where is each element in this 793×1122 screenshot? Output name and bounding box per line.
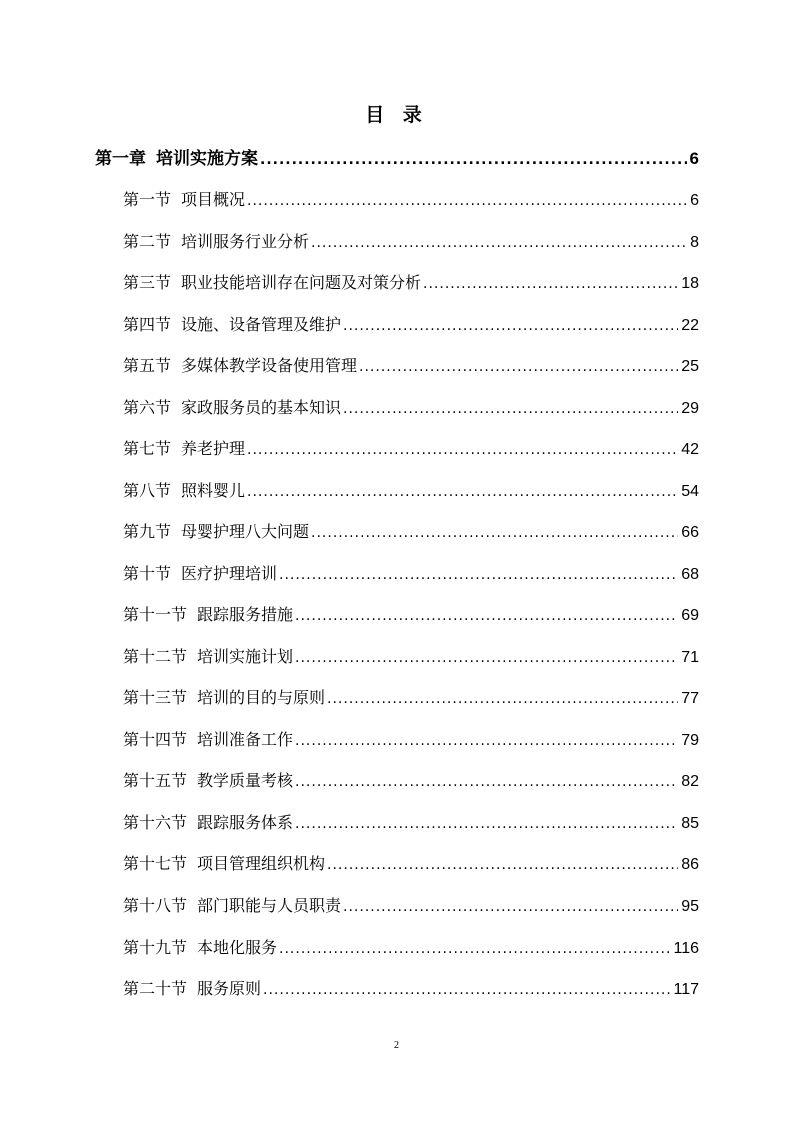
toc-section-title: 跟踪服务措施 bbox=[197, 605, 294, 624]
toc-section-entry[interactable] bbox=[123, 599, 699, 631]
toc-section-number: 第十八节 bbox=[123, 896, 188, 915]
toc-leader-dots bbox=[279, 933, 670, 965]
toc-section-title: 培训的目的与原则 bbox=[197, 688, 326, 707]
toc-section-entry[interactable] bbox=[123, 558, 699, 590]
toc-section-title: 培训服务行业分析 bbox=[181, 232, 310, 251]
toc-section-page: 25 bbox=[681, 358, 699, 375]
toc-leader-dots bbox=[423, 268, 678, 300]
toc-title: 目 录 bbox=[365, 104, 428, 126]
toc-section-page: 79 bbox=[681, 732, 699, 749]
toc-section-title: 照料婴儿 bbox=[181, 481, 246, 500]
toc-leader-dots bbox=[263, 974, 670, 1006]
toc-section-title: 设施、设备管理及维护 bbox=[181, 315, 342, 334]
toc-leader-dots bbox=[295, 725, 678, 757]
toc-leader-dots bbox=[247, 185, 687, 217]
toc-section-title: 职业技能培训存在问题及对策分析 bbox=[181, 273, 422, 292]
toc-section-entry[interactable] bbox=[123, 890, 699, 922]
toc-section-number: 第二节 bbox=[123, 232, 172, 251]
toc-section-page: 29 bbox=[681, 400, 699, 417]
toc-section-title: 跟踪服务体系 bbox=[197, 813, 294, 832]
toc-section-page: 66 bbox=[681, 524, 699, 541]
toc-section-number: 第十六节 bbox=[123, 813, 188, 832]
toc-chapter-entry[interactable] bbox=[95, 143, 699, 175]
toc-section-entry[interactable] bbox=[123, 848, 699, 880]
toc-section-number: 第三节 bbox=[123, 273, 172, 292]
toc-section-number: 第六节 bbox=[123, 398, 172, 417]
toc-section-number: 第十四节 bbox=[123, 730, 188, 749]
toc-section-number: 第五节 bbox=[123, 356, 172, 375]
toc-section-entry[interactable] bbox=[123, 807, 699, 839]
toc-section-entry[interactable] bbox=[123, 475, 699, 507]
toc-section-entry[interactable] bbox=[123, 724, 699, 756]
toc-section-title: 培训实施计划 bbox=[197, 647, 294, 666]
toc-section-page: 116 bbox=[673, 940, 699, 957]
toc-leader-dots bbox=[260, 144, 687, 176]
toc-section-title: 本地化服务 bbox=[197, 938, 278, 957]
toc-section-entry[interactable] bbox=[123, 309, 699, 341]
toc-section-title: 培训准备工作 bbox=[197, 730, 294, 749]
toc-section-title: 教学质量考核 bbox=[197, 771, 294, 790]
toc-section-number: 第四节 bbox=[123, 315, 172, 334]
toc-section-number: 第十二节 bbox=[123, 647, 188, 666]
toc-section-title: 家政服务员的基本知识 bbox=[181, 398, 342, 417]
toc-section-page: 68 bbox=[681, 566, 699, 583]
toc-leader-dots bbox=[343, 891, 678, 923]
toc-leader-dots bbox=[327, 849, 678, 881]
toc-section-entry[interactable] bbox=[123, 184, 699, 216]
toc-section-entry[interactable] bbox=[123, 682, 699, 714]
toc-section-page: 77 bbox=[681, 690, 699, 707]
toc-section-number: 第八节 bbox=[123, 481, 172, 500]
toc-section-number: 第十五节 bbox=[123, 771, 188, 790]
toc-chapter-number: 第一章 bbox=[95, 149, 146, 169]
toc-section-number: 第十九节 bbox=[123, 938, 188, 957]
toc-section-number: 第七节 bbox=[123, 439, 172, 458]
toc-section-entry[interactable] bbox=[123, 392, 699, 424]
toc-leader-dots bbox=[279, 559, 678, 591]
toc-section-page: 8 bbox=[690, 234, 699, 251]
toc-section-page: 95 bbox=[681, 898, 699, 915]
toc-leader-dots bbox=[295, 808, 678, 840]
toc-section-page: 85 bbox=[681, 815, 699, 832]
toc-section-title: 项目管理组织机构 bbox=[197, 854, 326, 873]
toc-section-number: 第十一节 bbox=[123, 605, 188, 624]
toc-section-entry[interactable] bbox=[123, 765, 699, 797]
toc-section-entry[interactable] bbox=[123, 350, 699, 382]
toc-section-entry[interactable] bbox=[123, 516, 699, 548]
toc-leader-dots bbox=[247, 434, 678, 466]
toc-leader-dots bbox=[359, 351, 678, 383]
toc-section-title: 养老护理 bbox=[181, 439, 246, 458]
toc-section-page: 82 bbox=[681, 773, 699, 790]
toc-leader-dots bbox=[295, 766, 678, 798]
toc-leader-dots bbox=[311, 227, 687, 259]
toc-leader-dots bbox=[247, 476, 678, 508]
toc-section-page: 117 bbox=[673, 981, 699, 998]
toc-section-page: 71 bbox=[681, 649, 699, 666]
toc-section-number: 第九节 bbox=[123, 522, 172, 541]
toc-section-title: 服务原则 bbox=[197, 979, 262, 998]
toc-section-title: 项目概况 bbox=[181, 190, 246, 209]
toc-section-page: 69 bbox=[681, 607, 699, 624]
toc-section-number: 第十七节 bbox=[123, 854, 188, 873]
toc-section-page: 86 bbox=[681, 856, 699, 873]
toc-section-title: 母婴护理八大问题 bbox=[181, 522, 310, 541]
toc-leader-dots bbox=[311, 517, 678, 549]
toc-section-page: 18 bbox=[681, 275, 699, 292]
toc-leader-dots bbox=[295, 642, 678, 674]
toc-section-entry[interactable] bbox=[123, 973, 699, 1005]
toc-chapter-page: 6 bbox=[689, 149, 699, 168]
toc-section-entry[interactable] bbox=[123, 226, 699, 258]
toc-section-entry[interactable] bbox=[123, 641, 699, 673]
toc-section-page: 6 bbox=[690, 192, 699, 209]
toc-section-number: 第十三节 bbox=[123, 688, 188, 707]
toc-section-entry[interactable] bbox=[123, 267, 699, 299]
toc-leader-dots bbox=[343, 393, 678, 425]
toc-section-title: 医疗护理培训 bbox=[181, 564, 278, 583]
toc-section-page: 22 bbox=[681, 317, 699, 334]
toc-section-title: 部门职能与人员职责 bbox=[197, 896, 342, 915]
toc-section-entry[interactable] bbox=[123, 433, 699, 465]
toc-leader-dots bbox=[295, 600, 678, 632]
toc-section-page: 54 bbox=[681, 483, 699, 500]
toc-section-number: 第十节 bbox=[123, 564, 172, 583]
toc-section-entry[interactable] bbox=[123, 932, 699, 964]
toc-leader-dots bbox=[343, 310, 678, 342]
toc-leader-dots bbox=[327, 683, 678, 715]
toc-chapter-title: 培训实施方案 bbox=[156, 149, 258, 169]
page-number: 2 bbox=[394, 1040, 399, 1051]
toc-section-number: 第一节 bbox=[123, 190, 172, 209]
toc-section-page: 42 bbox=[681, 441, 699, 458]
toc-section-title: 多媒体教学设备使用管理 bbox=[181, 356, 358, 375]
toc-section-number: 第二十节 bbox=[123, 979, 188, 998]
